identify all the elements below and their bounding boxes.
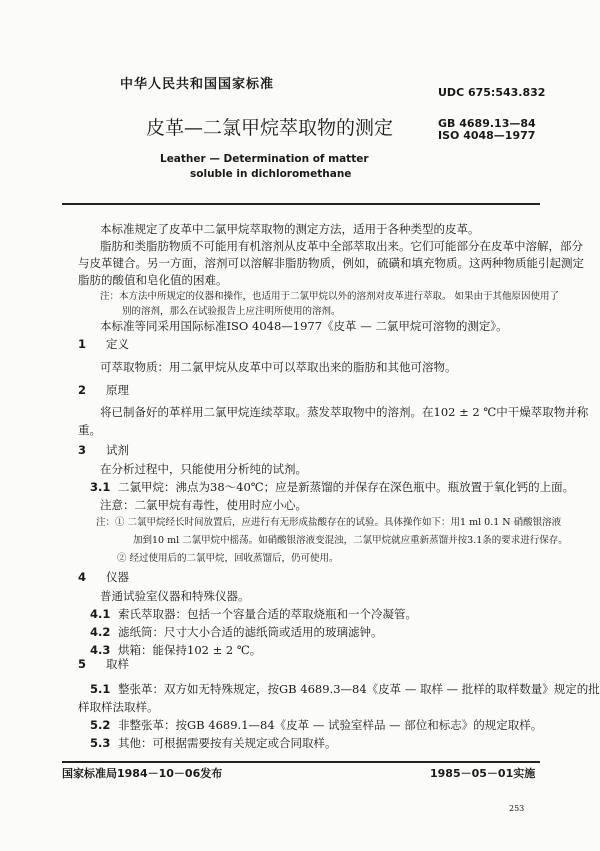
section-2-heading: 2 原理	[78, 383, 129, 397]
title-en-1: Leather — Determination of matter	[160, 153, 369, 165]
s5-item-5-2: 5.2 非整张革：按GB 4689.1—84《皮革 — 试验室样品 — 部位和标志》的规定取样。	[90, 718, 543, 732]
s3-note-2: ② 经过使用后的二氯甲烷，回收蒸馏后，仍可使用。	[117, 553, 339, 564]
page-number: 253	[509, 804, 525, 813]
header-rule	[62, 203, 540, 205]
section-5-heading: 5 取样	[78, 657, 129, 671]
intro-p2c: 脂肪的酸值和皂化值的困难。	[78, 273, 228, 287]
s3-item-3-1: 3.1 二氯甲烷：沸点为38～40℃；应是新蒸馏的并保存在深色瓶中。瓶放置于氧化钙的上面。	[90, 480, 575, 494]
intro-note-b: 别的溶剂，那么在试验报告上应注明所使用的溶剂。	[122, 306, 341, 317]
s3-caution: 注意：二氯甲烷有毒性，使用时应小心。	[100, 498, 307, 512]
intro-adopt: 本标准等同采用国际标准ISO 4048—1977《皮革 — 二氯甲烷可溶物的测定》。	[100, 319, 508, 333]
title-en-2: soluble in dichloromethane	[190, 168, 352, 180]
s1-text: 可萃取物质：用二氯甲烷从皮革中可以萃取出来的脂肪和其他可溶物。	[100, 360, 457, 374]
title-cn: 皮革—二氯甲烷萃取物的测定	[146, 117, 394, 139]
issue-date: 国家标准局1984－10－06发布	[62, 767, 223, 780]
section-3-heading: 3 试剂	[78, 443, 129, 457]
s4-item-4-2: 4.2 滤纸筒：尺寸大小合适的滤纸筒或适用的玻璃滤钟。	[90, 625, 383, 639]
s4-text: 普通试验室仪器和特殊仪器。	[100, 589, 250, 603]
udc-code: UDC 675:543.832	[438, 86, 546, 99]
intro-p2a: 脂肪和类脂肪物质不可能用有机溶剂从皮革中全部萃取出来。它们可能部分在皮革中溶解，部分	[100, 239, 583, 253]
iso-number: ISO 4048—1977	[438, 129, 536, 142]
effective-date: 1985－05－01实施	[430, 767, 536, 780]
intro-p1: 本标准规定了皮革中二氯甲烷萃取物的测定方法，适用于各种类型的皮革。	[100, 222, 480, 236]
s3-note-1b: 加到10 ml 二氯甲烷中摇荡。如硝酸银溶液变混浊，二氯甲烷就应重新蒸馏并按3.1条的要求进行保存。	[133, 535, 568, 546]
section-4-heading: 4 仪器	[78, 570, 129, 584]
s5-item-5-1: 5.1 整张革：双方如无特殊规定，按GB 4689.3—84《皮革 — 取样 — 批样的取样数量》规定的批	[90, 682, 600, 696]
intro-note-a: 注：本方法中所规定的仪器和操作，也适用于二氯甲烷以外的溶剂对皮革进行萃取。 如果由于其他原因使用了	[100, 291, 560, 302]
s4-item-4-3: 4.3 烘箱：能保持102 ± 2 ℃。	[90, 643, 262, 657]
s2-text-a: 将已制备好的革样用二氯甲烷连续萃取。蒸发萃取物中的溶剂。在102 ± 2 ℃中干燥萃取物并称	[100, 405, 589, 419]
s2-text-b: 重。	[78, 423, 101, 437]
s3-note-1a: 注：① 二氯甲烷经长时间放置后，应进行有无形成盐酸存在的试验。具体操作如下：用1 ml 0.1 N 硝酸银溶液	[96, 517, 562, 528]
s5-item-5-1-cont: 样取样法取样。	[78, 700, 159, 714]
footer-rule	[62, 761, 540, 763]
gb-number: GB 4689.13—84	[438, 117, 536, 130]
s4-item-4-1: 4.1 索氏萃取器：包括一个容量合适的萃取烧瓶和一个冷凝管。	[90, 607, 417, 621]
section-1-heading: 1 定义	[78, 337, 129, 351]
country-standard: 中华人民共和国国家标准	[120, 77, 275, 92]
intro-p2b: 与皮革键合。另一方面，溶剂可以溶解非脂肪物质，例如，硫磺和填充物质。这两种物质能引起测定	[78, 256, 584, 270]
s5-item-5-3: 5.3 其他：可根据需要按有关规定或合同取样。	[90, 736, 337, 750]
s3-text: 在分析过程中，只能使用分析纯的试剂。	[100, 462, 307, 476]
